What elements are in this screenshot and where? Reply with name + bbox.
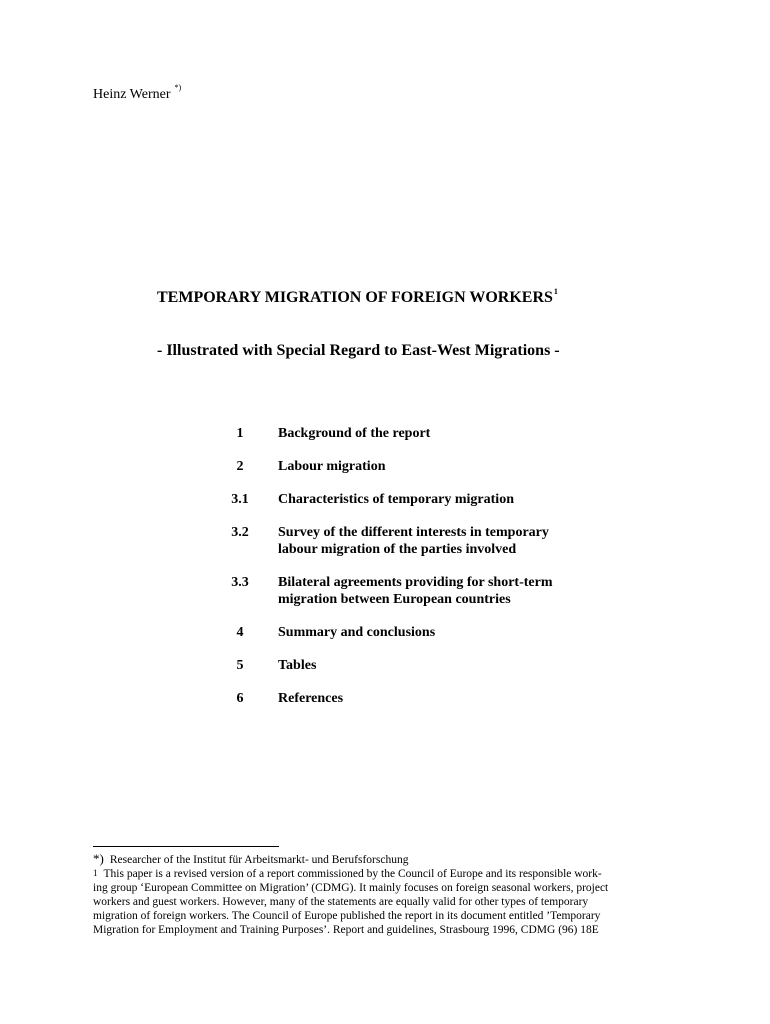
- toc-number: 1: [236, 426, 244, 441]
- author-name: Heinz Werner: [93, 87, 171, 102]
- footnote-mark: 1: [93, 868, 98, 878]
- toc-text: Bilateral agreements providing for short-term migration between European countries: [278, 575, 553, 607]
- footnotes: [93, 852, 693, 937]
- toc-text: Summary and conclusions: [278, 625, 436, 640]
- toc-number: 3.1: [231, 492, 249, 507]
- document-title: [157, 288, 558, 308]
- toc-number: 6: [236, 691, 244, 706]
- toc-text: Survey of the different interests in temporary labour migration of the parties involved: [278, 525, 549, 557]
- footnote-separator: [93, 846, 279, 847]
- author-footnote-marker: *): [174, 83, 182, 92]
- author-line: [93, 83, 182, 104]
- document-title-text: TEMPORARY MIGRATION OF FOREIGN WORKERS: [157, 289, 553, 306]
- toc-number: 5: [236, 658, 244, 673]
- toc-text: References: [278, 691, 344, 706]
- document-subtitle: - Illustrated with Special Regard to East-West Migrations -: [157, 342, 560, 359]
- footnote-text: Researcher of the Institut für Arbeitsmarkt- und Berufsforschung: [109, 854, 409, 866]
- toc-number: 2: [236, 459, 244, 474]
- toc-text: Characteristics of temporary migration: [278, 492, 514, 507]
- footnote-1: [93, 867, 693, 937]
- toc-number: 4: [236, 625, 244, 640]
- toc-number: 3.3: [231, 575, 249, 590]
- toc-number: 3.2: [231, 525, 249, 540]
- toc-text: Labour migration: [278, 459, 386, 474]
- footnote-author: [93, 852, 693, 867]
- toc-text: Tables: [278, 658, 317, 673]
- footnote-mark: *): [93, 851, 104, 866]
- toc-text: Background of the report: [278, 426, 431, 441]
- footnote-text: This paper is a revised version of a report commissioned by the Council of Europe and its responsible work- ing group ‘European Committee on Migration’ (CDMG). It mainly focuses on foreign seasonal workers, project workers and guest workers. However, many of the statements are equally valid for other types of temporary migration of foreign workers. The Council of Europe published the report in its document entitled ’Temporary Migration for Employment and Training Purposes’. Report and guidelines, Strasbourg 1996, CDMG (96) 18E: [93, 868, 609, 936]
- title-footnote-ref: 1: [553, 287, 558, 296]
